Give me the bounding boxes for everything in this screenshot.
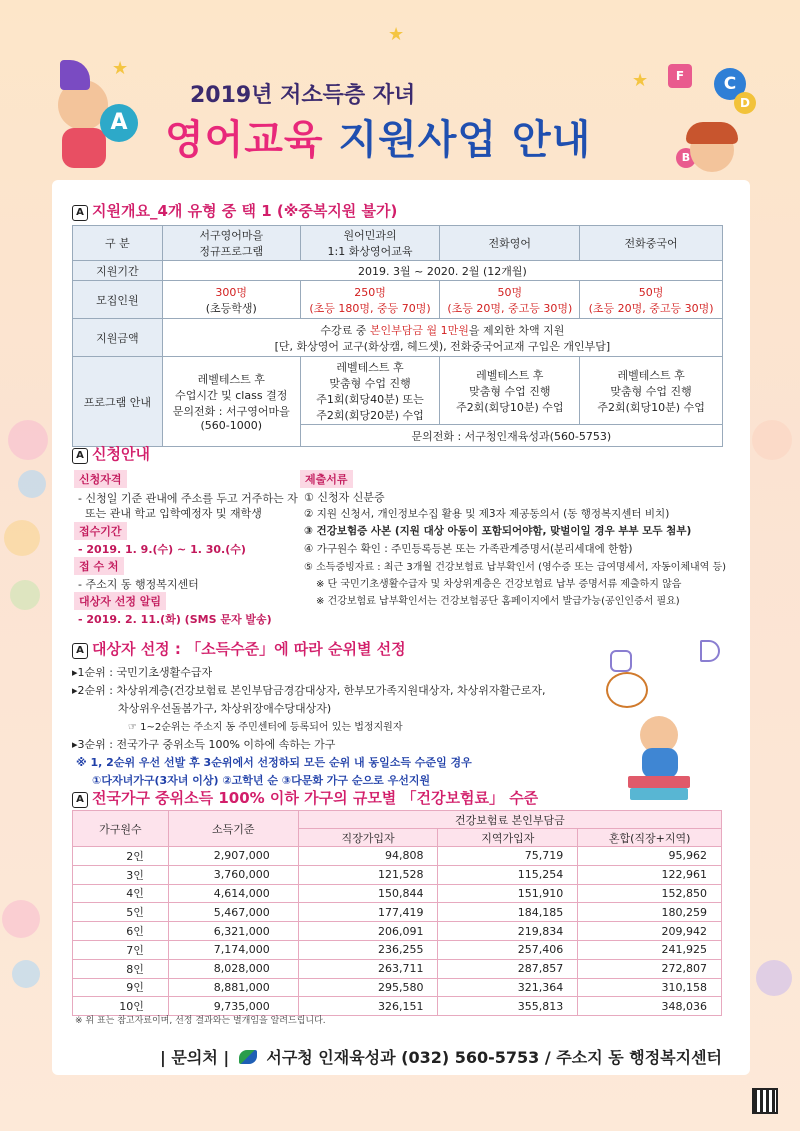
table-cell: 295,580	[298, 978, 438, 997]
decor-bubble	[752, 420, 792, 460]
table-cell: 3인	[73, 865, 169, 884]
balloon-c-icon: C	[714, 68, 746, 100]
decor-bubble	[8, 420, 48, 460]
table-cell: 2인	[73, 847, 169, 866]
title-blue: 지원사업 안내	[338, 117, 592, 163]
footer	[160, 1045, 722, 1068]
program-cell: 레벨테스트 후 맞춤형 수업 진행 주1회(회당40분) 또는 주2회(회당20분) 수업	[300, 357, 440, 425]
table-row	[73, 903, 722, 922]
section-a-icon: A	[72, 792, 88, 808]
table-cell: 321,364	[438, 978, 578, 997]
rank-note: ☞ 1~2순위는 주소지 동 주민센터에 등록되어 있는 법정지원자	[128, 722, 403, 733]
eligibility-line: - 신청일 기준 관내에 주소를 두고 거주하는 자	[78, 492, 298, 505]
income-table	[72, 810, 722, 1016]
table-cell: 2,907,000	[168, 847, 298, 866]
kid-body-left	[62, 128, 106, 168]
table-cell: 348,036	[578, 997, 722, 1016]
tag-documents: 제출서류	[300, 470, 353, 488]
table-row	[73, 959, 722, 978]
letter-b-icon	[610, 650, 632, 672]
table-cell: 115,254	[438, 865, 578, 884]
decor-bubble	[2, 900, 40, 938]
balloon-d-icon: D	[734, 92, 756, 114]
table-cell: 95,962	[578, 847, 722, 866]
footer-label: | 문의처 |	[160, 1048, 230, 1067]
document-note: ※ 건강보험료 납부확인서는 건강보험공단 홈페이지에서 발급가능(공인인증서 필요)	[316, 596, 680, 607]
section-a-icon: A	[72, 448, 88, 464]
books-stack	[628, 776, 690, 788]
row-label: 모집인원	[73, 281, 163, 319]
title-pink: 영어교육	[165, 117, 324, 163]
row-label: 지원금액	[73, 319, 163, 357]
section1-title	[72, 200, 397, 221]
priority-note: ※ 1, 2순위 우선 선발 후 3순위에서 선정하되 모든 순위 내 동일소득 수준일 경우	[76, 756, 472, 769]
row-label: 프로그램 안내	[73, 357, 163, 447]
seogu-logo-icon	[239, 1050, 257, 1064]
table-cell: 121,528	[298, 865, 438, 884]
books-stack	[630, 788, 688, 800]
section-a-icon: A	[72, 643, 88, 659]
section2-title-text: 신청안내	[92, 445, 150, 463]
section4-title-text: 전국가구 중위소득 100% 이하 가구의 규모별 「건강보험료」 수준	[92, 789, 539, 807]
table-header-row	[73, 811, 722, 829]
qr-code-icon[interactable]	[752, 1088, 778, 1114]
table-cell: 326,151	[298, 997, 438, 1016]
table-cell: 152,850	[578, 884, 722, 903]
tag-notice: 대상자 선정 알림	[74, 592, 166, 610]
table-cell: 257,406	[438, 940, 578, 959]
col-header: 가구원수	[73, 811, 169, 847]
table-cell: 206,091	[298, 922, 438, 941]
overview-table	[72, 225, 723, 447]
period-value: 2019. 3월 ~ 2020. 2월 (12개월)	[162, 261, 722, 281]
table-cell: 94,808	[298, 847, 438, 866]
income-table-body	[73, 847, 722, 1016]
table-cell: 9,735,000	[168, 997, 298, 1016]
section2-title	[72, 443, 150, 464]
table-row	[73, 922, 722, 941]
table-row	[73, 319, 723, 357]
section-a-icon: A	[72, 205, 88, 221]
tag-period: 접수기간	[74, 522, 127, 540]
table-row	[73, 357, 723, 425]
table-cell: 177,419	[298, 903, 438, 922]
decor-bubble	[12, 960, 40, 988]
table-cell: 219,834	[438, 922, 578, 941]
table-cell: 8인	[73, 959, 169, 978]
section4-title	[72, 787, 538, 808]
section3-title	[72, 638, 406, 659]
eligibility-line: 또는 관내 학교 입학예정자 및 재학생	[78, 507, 262, 520]
table-cell: 7인	[73, 940, 169, 959]
document-item: ⑤ 소득증빙자료 : 최근 3개월 건강보험료 납부확인서 (영수증 또는 급여명세서, 자동이체내역 등)	[304, 562, 727, 573]
col-header: 직장가입자	[298, 829, 438, 847]
col-header: 지역가입자	[438, 829, 578, 847]
period-line: - 2019. 1. 9.(수) ~ 1. 30.(수)	[78, 543, 246, 556]
header-subtitle: 2019년 저소득층 자녀	[190, 83, 416, 108]
priority-note: ①다자녀가구(3자녀 이상) ②고학년 순 ③다문화 가구 순으로 우선지원	[92, 774, 431, 787]
table-cell: 287,857	[438, 959, 578, 978]
table-row	[73, 847, 722, 866]
program-cell: 레벨테스트 후 맞춤형 수업 진행 주2회(회당10분) 수업	[580, 357, 723, 425]
table-row	[73, 940, 722, 959]
balloon-a-icon: A	[100, 104, 138, 142]
kid-hair-right	[686, 122, 738, 144]
balloon-b-icon: B	[676, 148, 696, 168]
table-cell: 263,711	[298, 959, 438, 978]
decor-bubble	[10, 580, 40, 610]
row-label: 지원기간	[73, 261, 163, 281]
col-header: 구 분	[73, 226, 163, 261]
table-row	[73, 978, 722, 997]
recruit-cell: 50명 (초등 20명, 중고등 30명)	[580, 281, 723, 319]
program-cell: 레벨테스트 후 수업시간 및 class 결정 문의전화 : 서구영어마을 (560-1000)	[162, 357, 300, 447]
document-item: ② 지원 신청서, 개인정보수집 활용 및 제3자 제공동의서 (동 행정복지센터 비치)	[304, 508, 670, 520]
table-row	[73, 281, 723, 319]
amount-cell: 수강료 중 본인부담금 월 1만원을 제외한 차액 지원 [단, 화상영어 교구(화상캠, 헤드셋), 전화중국어교재 구입은 개인부담]	[162, 319, 722, 357]
table-cell: 8,881,000	[168, 978, 298, 997]
table-row	[73, 865, 722, 884]
recruit-cell: 300명 (초등학생)	[162, 281, 300, 319]
tag-eligibility: 신청자격	[74, 470, 127, 488]
table-cell: 6,321,000	[168, 922, 298, 941]
section3-title-text: 대상자 선정 : 「소득수준」에 따라 순위별 선정	[92, 640, 406, 658]
table-cell: 272,807	[578, 959, 722, 978]
table-cell: 184,185	[438, 903, 578, 922]
section1-title-text: 지원개요_4개 유형 중 택 1 (※중복지원 불가)	[92, 202, 398, 220]
star-icon: ★	[112, 58, 129, 79]
footer-text: 서구청 인재육성과 (032) 560-5753 / 주소지 동 행정복지센터	[266, 1048, 722, 1067]
col-header: 전화중국어	[580, 226, 723, 261]
table-cell: 209,942	[578, 922, 722, 941]
place-line: - 주소지 동 행정복지센터	[78, 578, 199, 591]
col-header: 서구영어마을 정규프로그램	[162, 226, 300, 261]
tag-place: 접 수 처	[74, 557, 124, 575]
kid-body-net	[642, 748, 678, 778]
table-row	[73, 884, 722, 903]
header	[0, 0, 800, 175]
table-cell: 9인	[73, 978, 169, 997]
document-item: ① 신청자 신분증	[304, 491, 385, 504]
recruit-cell: 250명 (초등 180명, 중등 70명)	[300, 281, 440, 319]
recruit-cell: 50명 (초등 20명, 중고등 30명)	[440, 281, 580, 319]
col-header: 원어민과의 1:1 화상영어교육	[300, 226, 440, 261]
document-note: ※ 단 국민기초생활수급자 및 차상위계층은 건강보험료 납부 증명서류 제출하지 않음	[316, 579, 682, 590]
header-title	[165, 108, 591, 165]
table-note: ※ 위 표는 참고자료이며, 선정 결과와는 별개임을 알려드립니다.	[75, 1016, 326, 1026]
table-cell: 241,925	[578, 940, 722, 959]
col-header: 혼합(직장+지역)	[578, 829, 722, 847]
rank-line: ▸2순위 : 차상위계층(건강보험료 본인부담금경감대상자, 한부모가족지원대상자, 차상위자활근로자,	[72, 684, 546, 697]
table-cell: 10인	[73, 997, 169, 1016]
table-cell: 8,028,000	[168, 959, 298, 978]
document-item: ④ 가구원수 확인 : 주민등록등본 또는 가족관계증명서(분리세대에 한함)	[304, 543, 633, 555]
kid-hat	[60, 60, 90, 90]
star-icon: ★	[632, 70, 649, 91]
program-cell: 레벨테스트 후 맞춤형 수업 진행 주2회(회당10분) 수업	[440, 357, 580, 425]
star-icon: ★	[388, 24, 405, 45]
table-cell: 236,255	[298, 940, 438, 959]
table-cell: 180,259	[578, 903, 722, 922]
col-header: 소득기준	[168, 811, 298, 847]
table-cell: 7,174,000	[168, 940, 298, 959]
table-cell: 122,961	[578, 865, 722, 884]
table-cell: 3,760,000	[168, 865, 298, 884]
col-header-group: 건강보험료 본인부담금	[298, 811, 721, 829]
table-cell: 5인	[73, 903, 169, 922]
table-cell: 150,844	[298, 884, 438, 903]
table-cell: 75,719	[438, 847, 578, 866]
document-item: ③ 건강보험증 사본 (지원 대상 아동이 포함되어야함, 맞벌이일 경우 부부 모두 첨부)	[304, 525, 692, 537]
decor-bubble	[4, 520, 40, 556]
table-cell: 151,910	[438, 884, 578, 903]
table-row	[73, 261, 723, 281]
col-header: 전화영어	[440, 226, 580, 261]
table-cell: 4인	[73, 884, 169, 903]
table-cell: 310,158	[578, 978, 722, 997]
decor-bubble	[756, 960, 792, 996]
table-header-row	[73, 226, 723, 261]
table-cell: 355,813	[438, 997, 578, 1016]
rank-line: 차상위우선돌봄가구, 차상위장애수당대상자)	[118, 702, 332, 715]
balloon-f-icon: F	[668, 64, 692, 88]
rank-line: ▸1순위 : 국민기초생활수급자	[72, 666, 213, 679]
table-cell: 6인	[73, 922, 169, 941]
rank-line: ▸3순위 : 전국가구 중위소득 100% 이하에 속하는 가구	[72, 738, 336, 751]
contact-cell: 문의전화 : 서구청인재육성과(560-5753)	[300, 425, 722, 447]
decor-bubble	[18, 470, 46, 498]
notice-line: - 2019. 2. 11.(화) (SMS 문자 발송)	[78, 613, 272, 626]
table-cell: 4,614,000	[168, 884, 298, 903]
butterfly-net-icon	[606, 672, 648, 708]
table-cell: 5,467,000	[168, 903, 298, 922]
